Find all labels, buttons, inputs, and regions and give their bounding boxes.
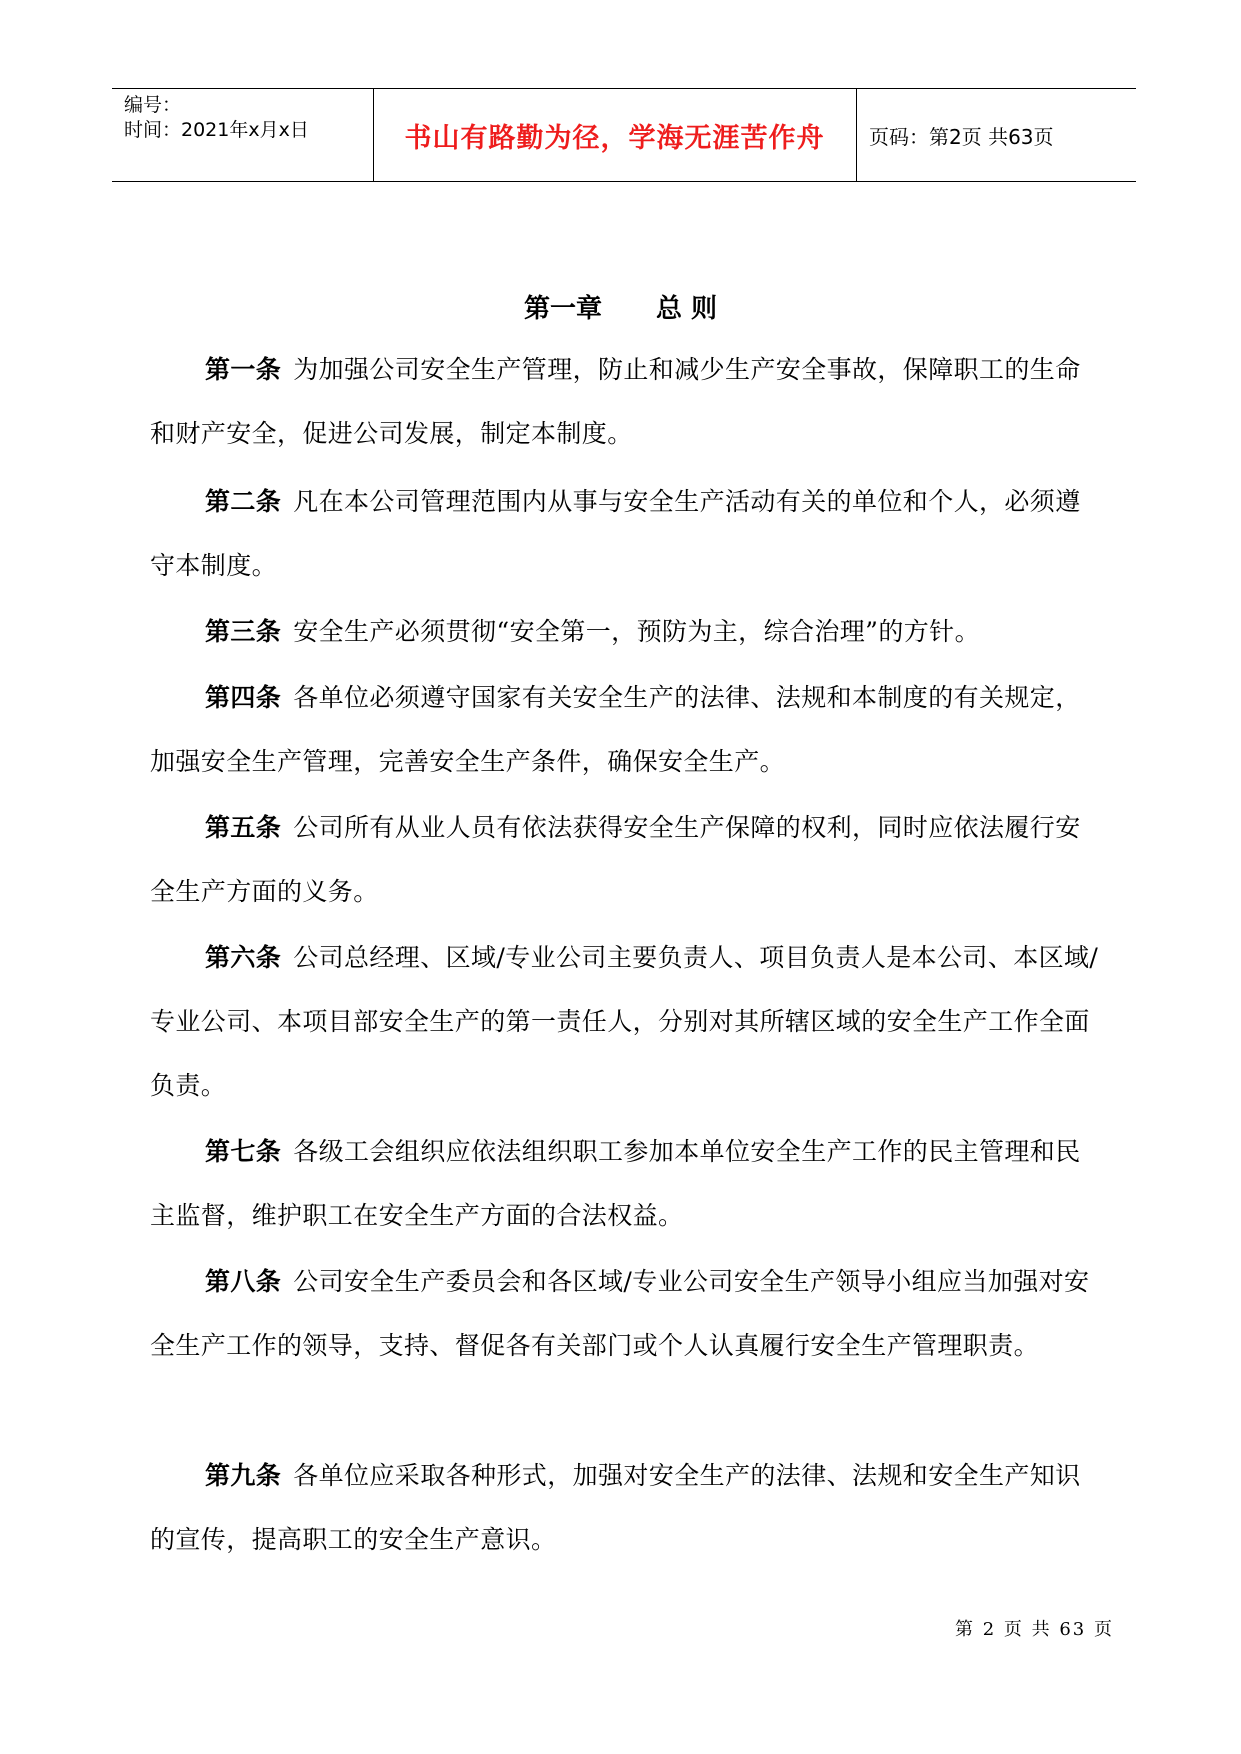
article-9 [150, 1444, 1100, 1572]
chapter-title [0, 288, 1241, 325]
article-text: 公司总经理、区域/专业公司主要负责人、项目负责人是本公司、本区域/专业公司、本项目部安全生产的第一责任人，分别对其所辖区域的安全生产工作全面负责。 [150, 943, 1099, 1100]
article-6 [150, 926, 1100, 1118]
article-text: 各级工会组织应依法组织职工参加本单位安全生产工作的民主管理和民主监督，维护职工在安全生产方面的合法权益。 [150, 1137, 1081, 1230]
article-5 [150, 796, 1100, 924]
article-label: 第三条 [205, 617, 282, 646]
header-page-cell [857, 89, 1136, 181]
document-date: 时间：2021年x月x日 [124, 119, 309, 141]
article-1 [150, 338, 1100, 466]
article-text: 各单位必须遵守国家有关安全生产的法律、法规和本制度的有关规定，加强安全生产管理，完善安全生产条件，确保安全生产。 [150, 683, 1081, 776]
article-label: 第四条 [205, 683, 282, 712]
header-motto-cell [373, 89, 857, 181]
chapter-name: 总 则 [655, 294, 718, 324]
article-text: 安全生产必须贯彻“安全第一，预防为主，综合治理”的方针。 [293, 617, 980, 646]
chapter-number: 第一章 [523, 294, 602, 324]
article-label: 第五条 [205, 813, 282, 842]
article-2 [150, 470, 1100, 598]
motto: 书山有路勤为径，学海无涯苦作舟 [404, 122, 825, 154]
article-text: 公司安全生产委员会和各区域/专业公司安全生产领导小组应当加强对安全生产工作的领导，支持、督促各有关部门或个人认真履行安全生产管理职责。 [150, 1267, 1090, 1360]
article-3 [150, 600, 1100, 664]
page-footer: 第 2 页 共 63 页 [955, 1619, 1114, 1640]
article-8 [150, 1250, 1100, 1378]
article-text: 凡在本公司管理范围内从事与安全生产活动有关的单位和个人，必须遵守本制度。 [150, 487, 1081, 580]
article-text: 各单位应采取各种形式，加强对安全生产的法律、法规和安全生产知识的宣传，提高职工的安全生产意识。 [150, 1461, 1081, 1554]
document-number-label: 编号： [124, 94, 182, 116]
article-label: 第一条 [205, 355, 282, 384]
document-header [112, 88, 1136, 182]
article-4 [150, 666, 1100, 794]
article-label: 第七条 [205, 1137, 282, 1166]
article-label: 第八条 [205, 1267, 282, 1296]
page-info: 页码：第2页 共63页 [869, 124, 1054, 149]
article-text: 公司所有从业人员有依法获得安全生产保障的权利，同时应依法履行安全生产方面的义务。 [150, 813, 1081, 906]
header-meta-cell [112, 89, 374, 181]
article-label: 第六条 [205, 943, 282, 972]
article-label: 第九条 [205, 1461, 282, 1490]
article-text: 为加强公司安全生产管理，防止和减少生产安全事故，保障职工的生命和财产安全，促进公司发展，制定本制度。 [150, 355, 1081, 448]
article-label: 第二条 [205, 487, 282, 516]
article-7 [150, 1120, 1100, 1248]
